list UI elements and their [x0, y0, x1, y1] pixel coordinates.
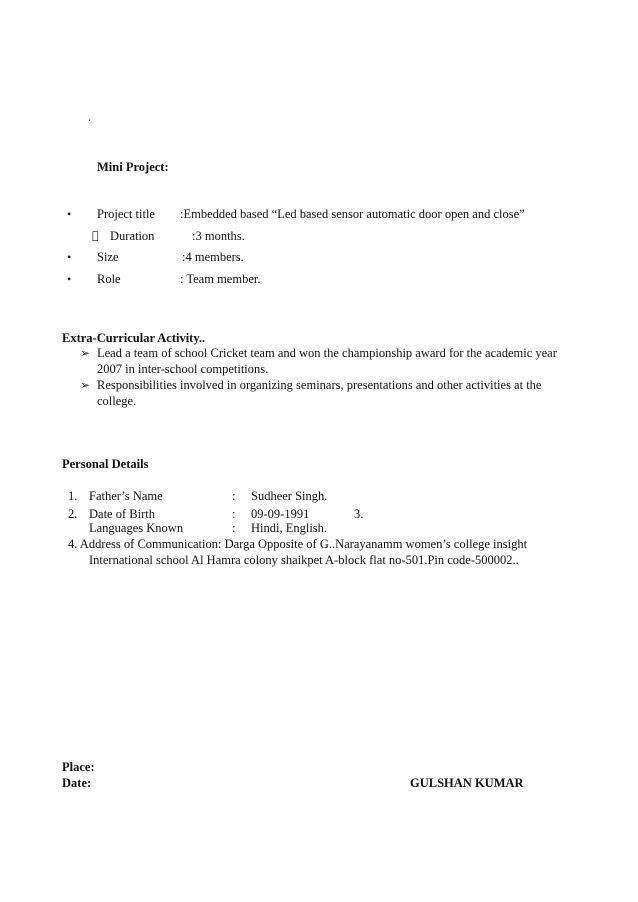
row-number: 1. [68, 489, 78, 503]
signature-name: GULSHAN KUMAR [410, 776, 524, 790]
project-title-value: :Embedded based “Led based sensor automatic door open and close” [180, 207, 525, 221]
bullet-icon: • [67, 250, 72, 264]
date-of-birth-label: Date of Birth [89, 507, 155, 521]
activity-1-line-1: Lead a team of school Cricket team and won the championship award for the academic year [97, 346, 557, 360]
mini-project-heading: Mini Project: [97, 160, 169, 174]
size-value: :4 members. [182, 250, 244, 264]
languages-label: Languages Known [89, 521, 184, 535]
address-line-1: 4. Address of Communication: Darga Opposite of G..Narayanamm women’s college insight [68, 537, 528, 551]
separator: : [232, 521, 236, 535]
activity-2-line-2: college. [97, 394, 137, 408]
date-of-birth-value: 09-09-1991 [251, 507, 310, 521]
stray-mark: . [88, 110, 92, 124]
duration-label: Duration [110, 229, 155, 243]
activity-2-line-1: Responsibilities involved in organizing seminars, presentations and other activities at the [97, 378, 542, 392]
languages-value: Hindi, English. [251, 521, 328, 535]
row-number: 2. [68, 507, 78, 521]
missing-glyph-icon [92, 229, 99, 242]
personal-details-heading: Personal Details [62, 457, 149, 471]
separator: : [232, 507, 236, 521]
duration-value: :3 months. [192, 229, 245, 243]
fathers-name-label: Father’s Name [89, 489, 163, 503]
bullet-icon: • [67, 272, 72, 286]
fathers-name-value: Sudheer Singh. [251, 489, 328, 503]
extra-curricular-heading: Extra-Curricular Activity.. [62, 331, 206, 345]
stray-number: 3. [354, 507, 364, 521]
address-line-2: International school Al Hamra colony shaikpet A-block flat no-501.Pin code-500002.. [89, 553, 519, 567]
size-label: Size [97, 250, 119, 264]
separator: : [232, 489, 236, 503]
date-label: Date: [62, 776, 92, 790]
bullet-icon: • [67, 207, 72, 221]
arrow-bullet-icon: ➢ [80, 378, 91, 392]
arrow-bullet-icon: ➢ [80, 346, 91, 360]
project-title-label: Project title [97, 207, 155, 221]
role-label: Role [97, 272, 121, 286]
place-label: Place: [62, 760, 95, 774]
role-value: : Team member. [180, 272, 261, 286]
activity-1-line-2: 2007 in inter-school competitions. [97, 362, 269, 376]
